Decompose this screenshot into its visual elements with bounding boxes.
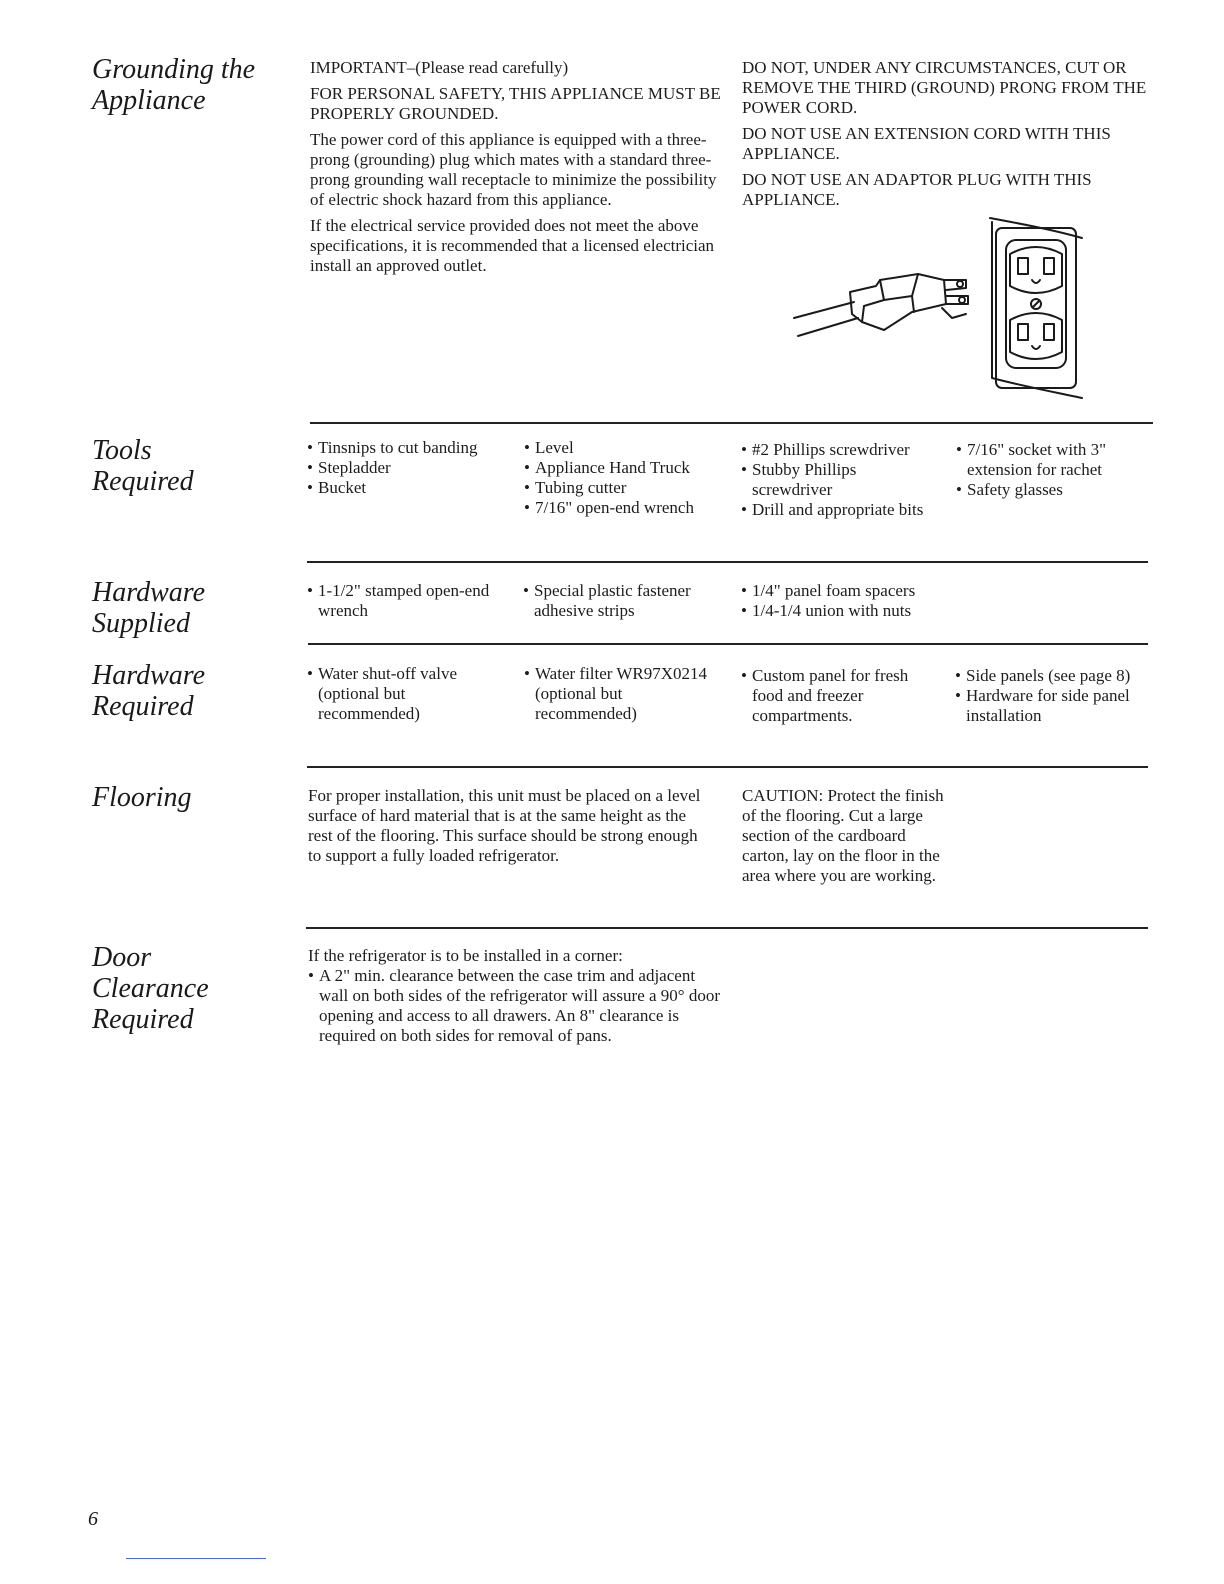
- list-item: • Hardware for side panel installation: [955, 686, 1155, 726]
- hardware-supplied-col-3: [741, 581, 961, 621]
- list-item: • Water filter WR97X0214 (optional but recommended): [524, 664, 720, 724]
- grounding-heading: Grounding the Appliance: [92, 54, 256, 116]
- important-note: IMPORTANT–(Please read carefully): [310, 58, 569, 77]
- list-item: • 1-1/2" stamped open-end wrench: [307, 581, 503, 621]
- list-item: • A 2" min. clearance between the case trim and adjacent wall on both sides of the refrigerator will assure a 90° door opening and access to all drawers. An 8" clearance is required on both sides for removal of pans.: [308, 966, 720, 1046]
- section-divider: [307, 766, 1148, 768]
- hardware-supplied-heading: Hardware Supplied: [92, 577, 206, 639]
- list-item: • 7/16" open-end wrench: [524, 498, 729, 518]
- hardware-required-col-1: [307, 664, 497, 724]
- footer-line: [126, 1558, 266, 1559]
- section-divider: [310, 422, 1153, 424]
- list-item: • 1/4" panel foam spacers: [741, 581, 961, 601]
- flooring-text: For proper installation, this unit must be placed on a level surface of hard material that is at the same height as the rest of the flooring. This surface should be strong enough to support a fully loaded refrigerator.: [308, 786, 701, 865]
- hardware-supplied-col-1: [307, 581, 503, 621]
- tools-list-col-3: [741, 440, 936, 520]
- list-item: • #2 Phillips screwdriver: [741, 440, 936, 460]
- door-clearance-heading: Door Clearance Required: [92, 942, 209, 1035]
- list-item: • Appliance Hand Truck: [524, 458, 729, 478]
- flooring-heading: Flooring: [92, 782, 192, 813]
- door-clearance-text: [308, 946, 720, 1046]
- list-item: • Bucket: [307, 478, 503, 498]
- list-item: • 1/4-1/4 union with nuts: [741, 601, 961, 621]
- electrical-service-paragraph: If the electrical service provided does not meet the above specifications, it is recommended that a licensed electrician install an approved outlet.: [310, 216, 715, 275]
- list-item: • Level: [524, 438, 729, 458]
- do-not-cut-warning: DO NOT, UNDER ANY CIRCUMSTANCES, CUT OR REMOVE THE THIRD (GROUND) PRONG FROM THE POWER CORD.: [742, 58, 1147, 117]
- tools-list-col-1: [307, 438, 503, 498]
- hardware-required-heading: Hardware Required: [92, 660, 206, 722]
- no-adaptor-warning: DO NOT USE AN ADAPTOR PLUG WITH THIS APPLIANCE.: [742, 170, 1092, 209]
- list-item: • Drill and appropriate bits: [741, 500, 936, 520]
- list-item: • Side panels (see page 8): [955, 666, 1155, 686]
- grounding-right-column: [742, 58, 1154, 216]
- hardware-required-col-4: [955, 666, 1155, 726]
- tools-heading: Tools Required: [92, 435, 194, 497]
- tools-list-col-2: [524, 438, 729, 518]
- list-item: • Safety glasses: [956, 480, 1156, 500]
- page-number: 6: [88, 1508, 98, 1530]
- no-extension-warning: DO NOT USE AN EXTENSION CORD WITH THIS APPLIANCE.: [742, 124, 1111, 163]
- door-clearance-intro: If the refrigerator is to be installed in a corner:: [308, 946, 623, 965]
- hardware-required-col-2: [524, 664, 720, 724]
- grounded-plug-outlet-illustration: [792, 210, 1092, 406]
- door-clearance-list: [308, 966, 720, 1046]
- list-item: • Water shut-off valve (optional but recommended): [307, 664, 497, 724]
- hardware-required-col-3: [741, 666, 941, 726]
- list-item: • Special plastic fastener adhesive strips: [523, 581, 723, 621]
- grounding-left-column: [310, 58, 722, 282]
- list-item: • Tinsnips to cut banding: [307, 438, 503, 458]
- section-divider: [307, 561, 1148, 563]
- power-cord-paragraph: The power cord of this appliance is equipped with a three-prong (grounding) plug which mates with a standard three-prong grounding wall receptacle to minimize the possibility of electric shock hazard from this appliance.: [310, 130, 717, 209]
- section-divider: [306, 927, 1148, 929]
- safety-warning: FOR PERSONAL SAFETY, THIS APPLIANCE MUST BE PROPERLY GROUNDED.: [310, 84, 721, 123]
- flooring-caution: CAUTION: Protect the finish of the flooring. Cut a large section of the cardboard carton, lay on the floor in the area where you are working.: [742, 786, 944, 885]
- hardware-supplied-col-2: [523, 581, 723, 621]
- list-item: • Custom panel for fresh food and freezer compartments.: [741, 666, 941, 726]
- list-item: • 7/16" socket with 3" extension for rachet: [956, 440, 1156, 480]
- list-item: • Stepladder: [307, 458, 503, 478]
- list-item: • Tubing cutter: [524, 478, 729, 498]
- list-item: • Stubby Phillips screwdriver: [741, 460, 936, 500]
- tools-list-col-4: [956, 440, 1156, 500]
- section-divider: [308, 643, 1148, 645]
